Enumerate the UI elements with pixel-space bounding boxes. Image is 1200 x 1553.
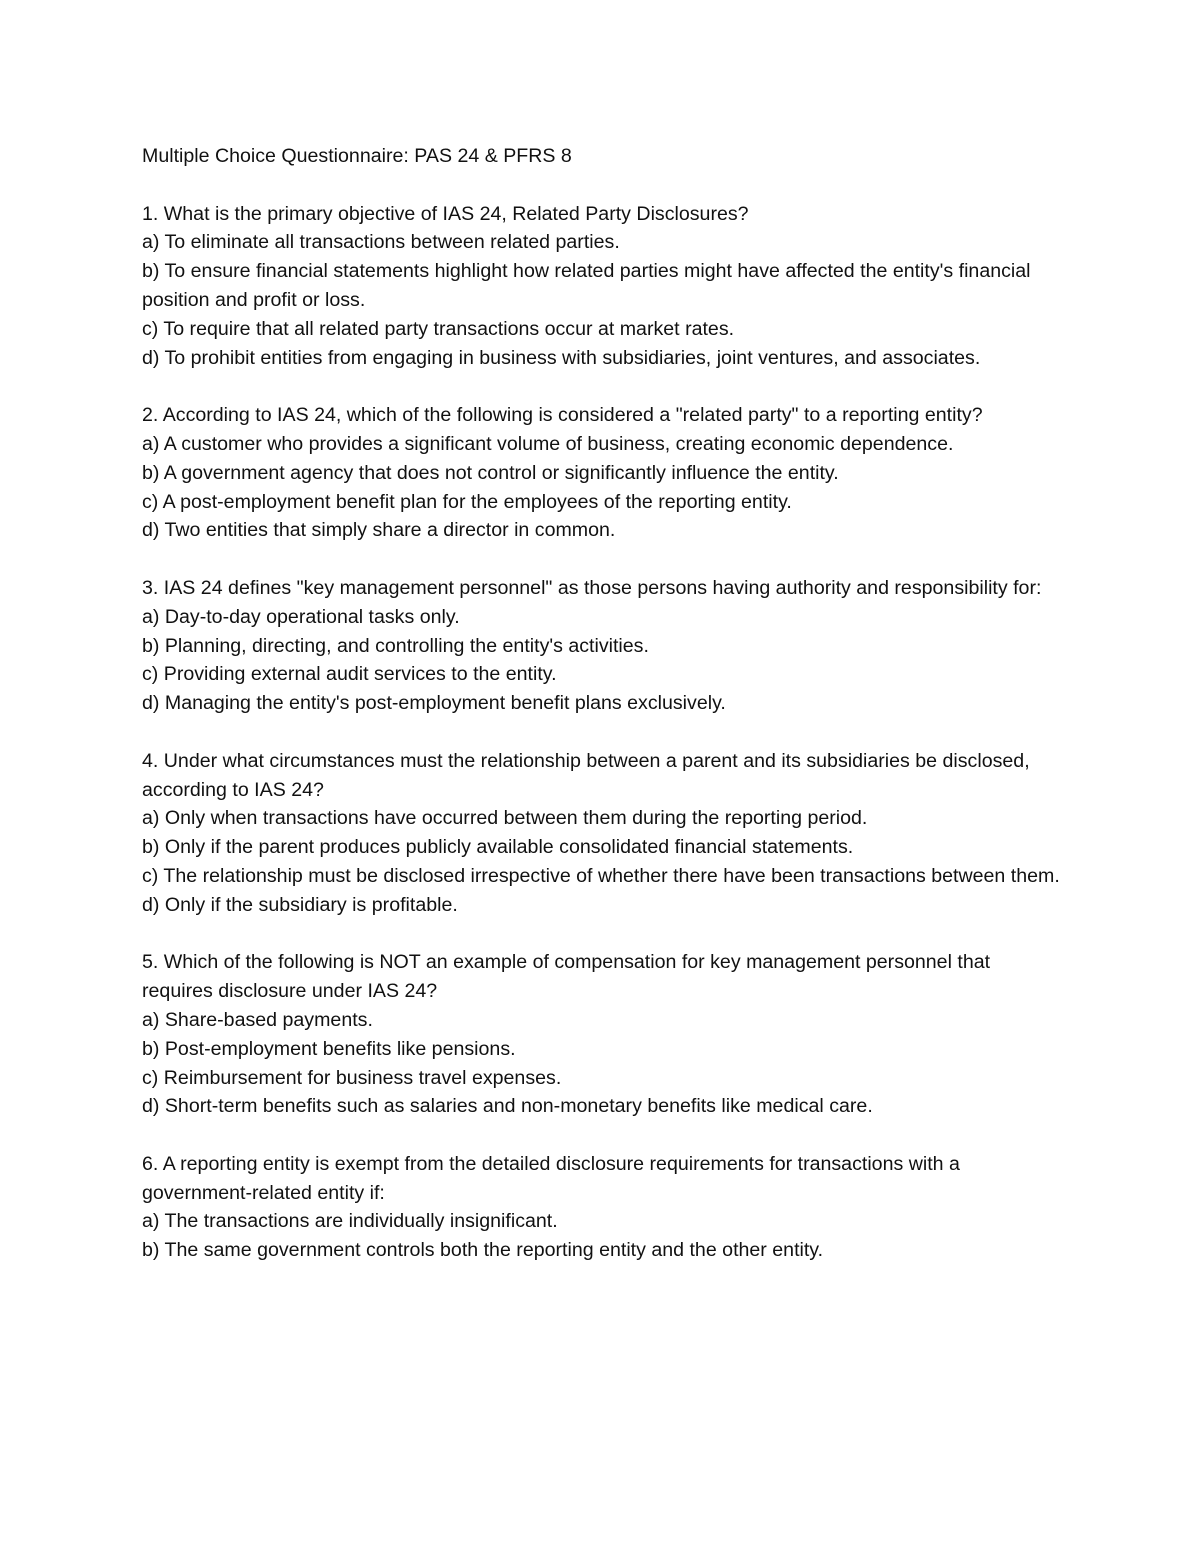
answer-option: c) Reimbursement for business travel expenses. — [142, 1066, 562, 1089]
question-stem: 3. IAS 24 defines "key management personnel" as those persons having authority and responsibility for: — [142, 576, 1042, 599]
question-stem: 6. A reporting entity is exempt from the detailed disclosure requirements for transactions with a government-related entity if: — [142, 1152, 960, 1204]
question-stem: 5. Which of the following is NOT an example of compensation for key management personnel that requires disclosure under IAS 24? — [142, 951, 991, 1003]
answer-option: b) To ensure financial statements highlight how related parties might have affected the entity's financial position and profit or loss. — [142, 260, 1031, 311]
answer-option: c) The relationship must be disclosed irrespective of whether there have been transactions between them. — [142, 864, 1060, 887]
answer-option: d) Short-term benefits such as salaries and non-monetary benefits like medical care. — [142, 1095, 873, 1118]
question-6 — [142, 1150, 1062, 1265]
answer-option: b) A government agency that does not control or significantly influence the entity. — [142, 461, 839, 484]
answer-option: a) A customer who provides a significant volume of business, creating economic dependence. — [142, 432, 954, 455]
answer-option: c) Providing external audit services to the entity. — [142, 663, 557, 686]
question-1 — [142, 200, 1062, 373]
answer-option: b) Post-employment benefits like pensions. — [142, 1037, 516, 1060]
answer-option: c) To require that all related party transactions occur at market rates. — [142, 317, 735, 340]
question-stem: 4. Under what circumstances must the relationship between a parent and its subsidiaries be disclosed, according to IAS 24? — [142, 749, 1030, 801]
document-title: Multiple Choice Questionnaire: PAS 24 & PFRS 8 — [142, 145, 572, 167]
answer-option: a) Day-to-day operational tasks only. — [142, 605, 460, 628]
answer-option: d) Only if the subsidiary is profitable. — [142, 893, 458, 916]
answer-option: d) Managing the entity's post-employment benefit plans exclusively. — [142, 692, 726, 715]
answer-option: a) Share-based payments. — [142, 1008, 373, 1031]
answer-option: a) To eliminate all transactions between related parties. — [142, 231, 620, 254]
question-2 — [142, 401, 1062, 545]
question-stem: 1. What is the primary objective of IAS 24, Related Party Disclosures? — [142, 202, 749, 225]
answer-option: d) To prohibit entities from engaging in business with subsidiaries, joint ventures, and associates. — [142, 346, 981, 369]
question-stem: 2. According to IAS 24, which of the following is considered a "related party" to a reporting entity? — [142, 404, 983, 427]
answer-option: d) Two entities that simply share a director in common. — [142, 519, 616, 542]
answer-option: c) A post-employment benefit plan for the employees of the reporting entity. — [142, 490, 792, 513]
question-3 — [142, 574, 1062, 718]
question-5 — [142, 948, 1062, 1121]
question-4 — [142, 747, 1062, 920]
document-body — [142, 142, 1062, 1294]
answer-option: b) The same government controls both the reporting entity and the other entity. — [142, 1239, 824, 1262]
answer-option: b) Only if the parent produces publicly available consolidated financial statements. — [142, 836, 854, 859]
answer-option: b) Planning, directing, and controlling the entity's activities. — [142, 634, 649, 657]
answer-option: a) Only when transactions have occurred between them during the reporting period. — [142, 807, 868, 830]
answer-option: a) The transactions are individually insignificant. — [142, 1210, 558, 1233]
